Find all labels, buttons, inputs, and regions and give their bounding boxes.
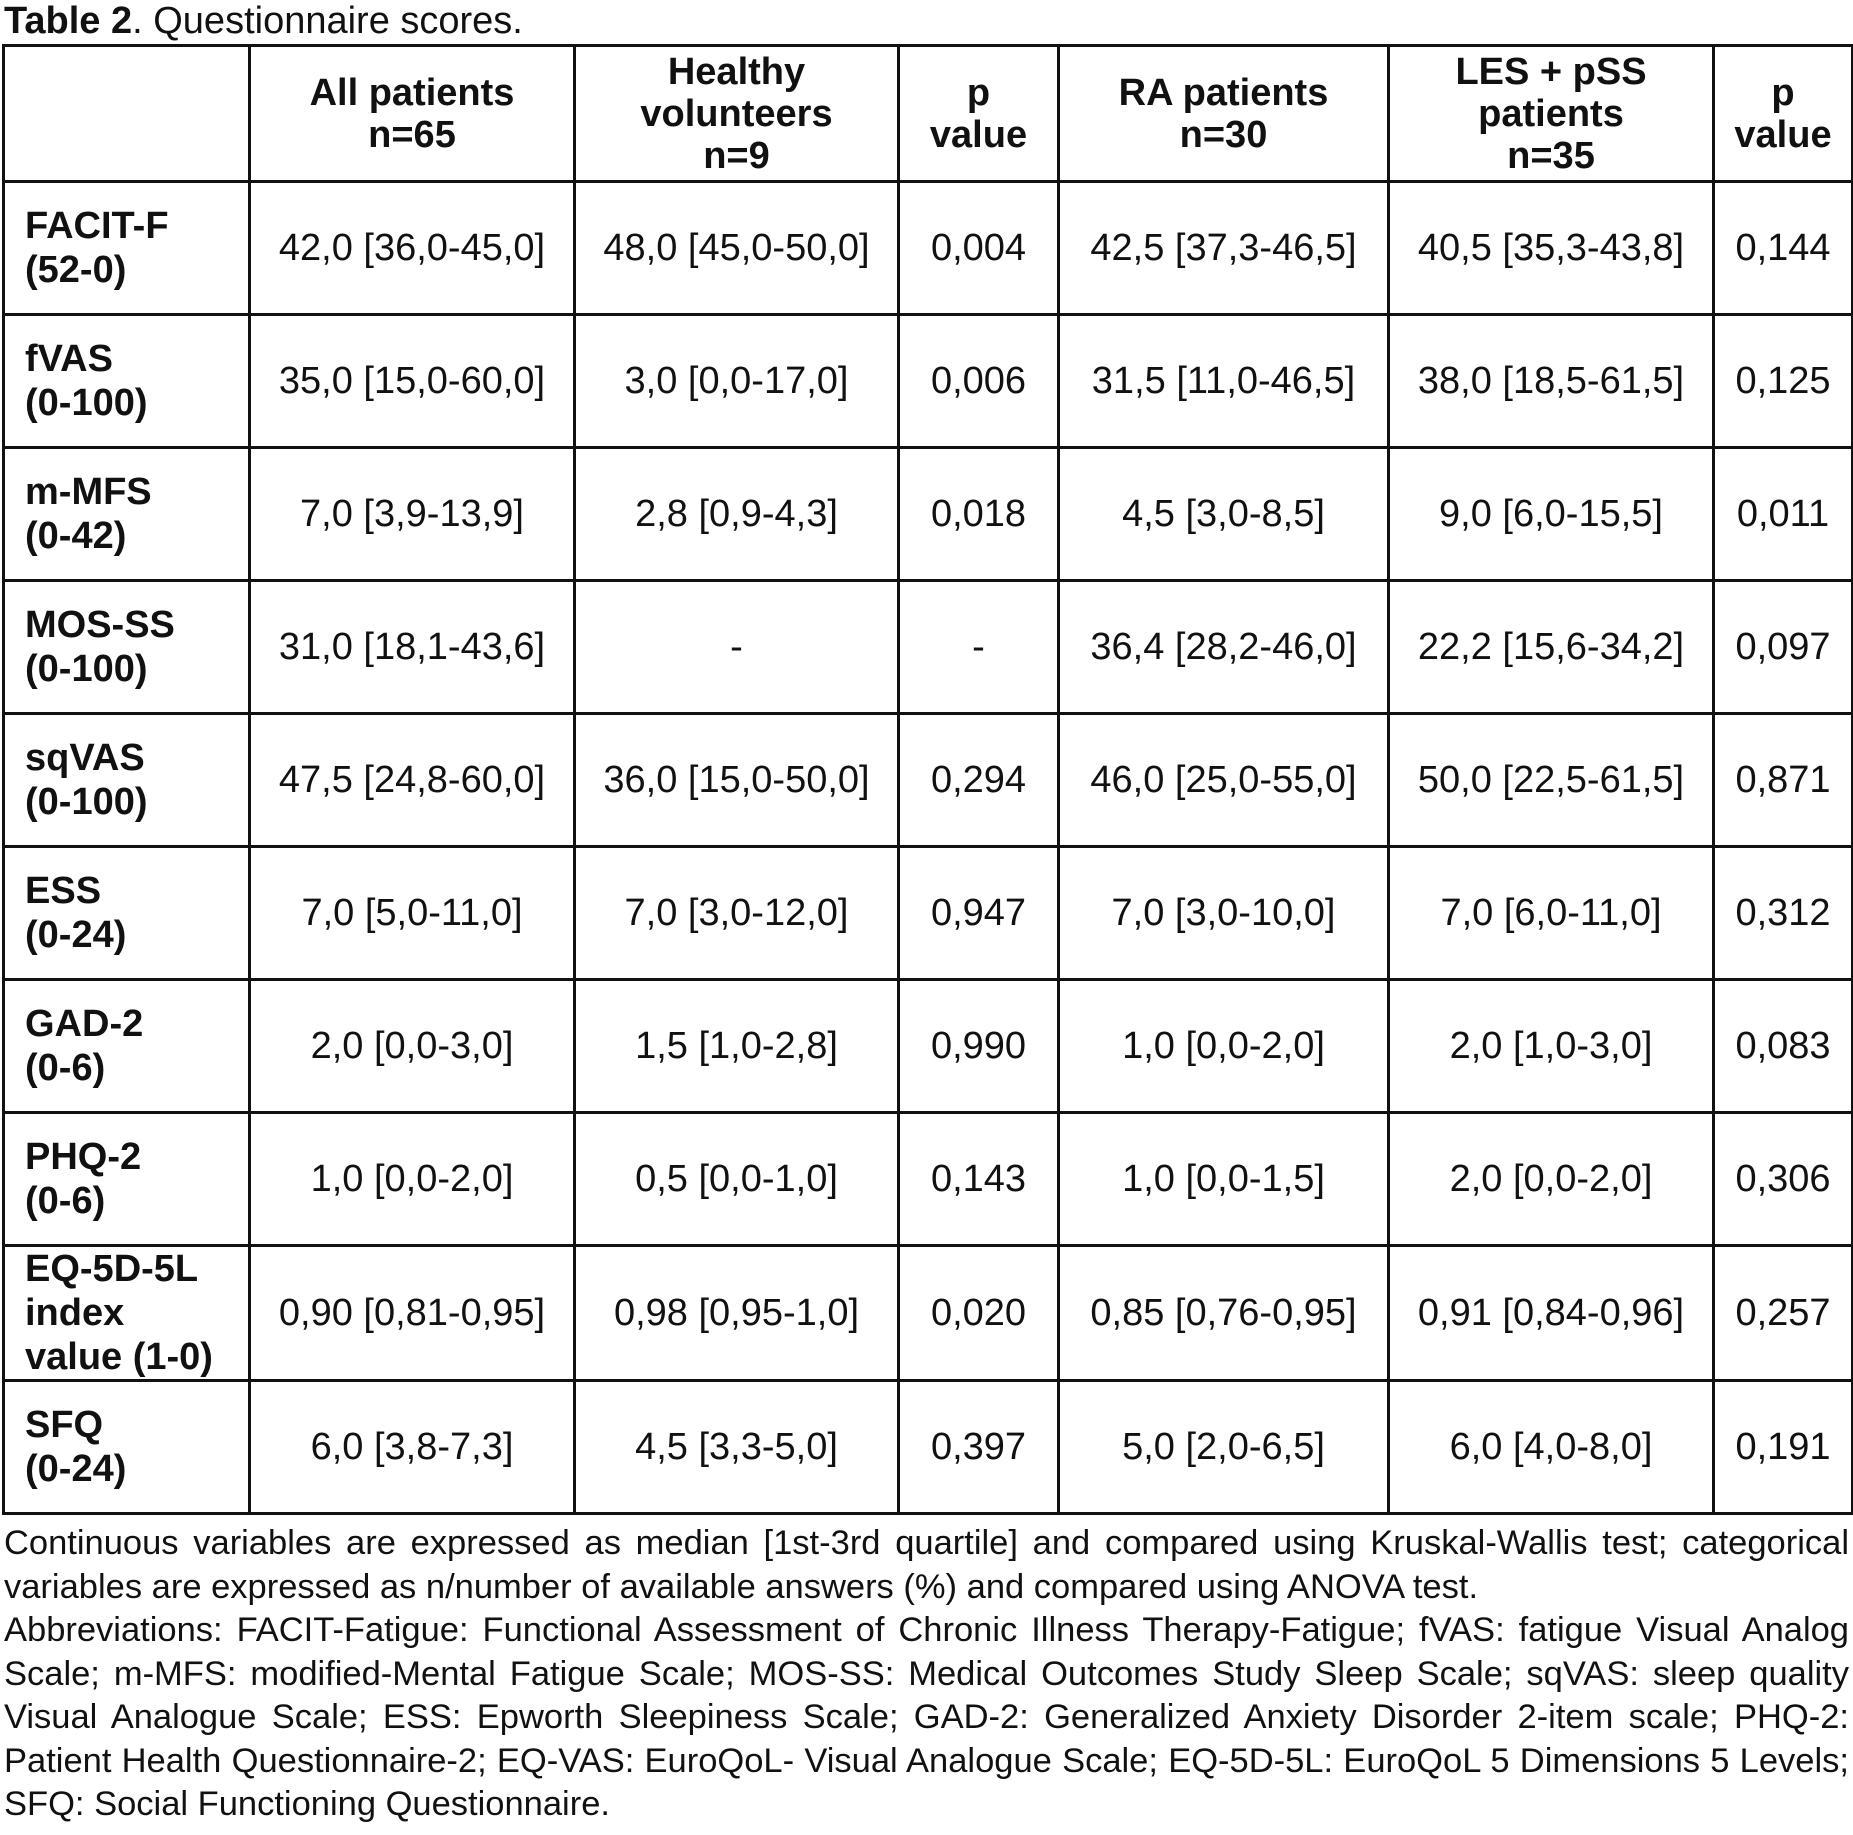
table-cell: 0,011	[1714, 448, 1853, 581]
table-cell: 22,2 [15,6-34,2]	[1389, 581, 1714, 714]
table-cell: 0,312	[1714, 847, 1853, 980]
header-line: n=35	[1507, 134, 1595, 177]
table-row	[4, 1246, 1853, 1381]
table-cell: 0,990	[899, 980, 1059, 1113]
table-cell: 0,257	[1714, 1246, 1853, 1381]
row-label-line: (0-6)	[25, 1180, 106, 1222]
table-cell: 5,0 [2,0-6,5]	[1059, 1381, 1389, 1514]
table-cell: 9,0 [6,0-15,5]	[1389, 448, 1714, 581]
row-label-line: (0-100)	[25, 648, 148, 690]
table-row	[4, 714, 1853, 847]
table-cell: 0,006	[899, 315, 1059, 448]
row-label-line: (0-24)	[25, 1448, 127, 1490]
table-cell: 0,018	[899, 448, 1059, 581]
header-line: volunteers	[640, 92, 833, 135]
row-label-line: (0-42)	[25, 515, 127, 557]
table-cell: 1,0 [0,0-2,0]	[250, 1113, 575, 1246]
questionnaire-scores-table	[2, 44, 1853, 1515]
table-cell: 31,0 [18,1-43,6]	[250, 581, 575, 714]
row-label-line: (0-100)	[25, 781, 148, 823]
row-label-line: GAD-2	[25, 1003, 144, 1045]
table-cell: 4,5 [3,0-8,5]	[1059, 448, 1389, 581]
table-row	[4, 581, 1853, 714]
table-cell: 0,004	[899, 182, 1059, 315]
table-cell: 31,5 [11,0-46,5]	[1059, 315, 1389, 448]
row-label	[4, 182, 250, 315]
table-cell: 36,0 [15,0-50,0]	[575, 714, 899, 847]
header-line: Healthy	[667, 50, 806, 93]
table-cell: 2,0 [0,0-2,0]	[1389, 1113, 1714, 1246]
header-cell	[899, 46, 1059, 182]
row-label-line: EQ-5D-5L	[25, 1248, 199, 1290]
footnote-abbreviations: Abbreviations: FACIT-Fatigue: Functional Assessment of Chronic Illness Therapy-Fatigue; fVAS: fatigue Visual Analog Scale; m-MFS: modified-Mental Fatigue Scale; MOS-SS: Medical Outcomes Study Sleep Scale; sqVAS: sleep quality Visual Analogue Scale; ESS: Epworth Sleepiness Scale; GAD-2: Generalized Anxiety Disorder 2-item scale; PHQ-2: Patient Health Questionnaire-2; EQ-VAS: EuroQoL- Visual Analogue Scale; EQ-5D-5L: EuroQoL 5 Dimensions 5 Levels; SFQ: Social Functioning Questionnaire.	[4, 1611, 1849, 1823]
table-row	[4, 448, 1853, 581]
row-label-line: SFQ	[25, 1404, 104, 1446]
row-label-line: (0-100)	[25, 382, 148, 424]
table-cell: 0,020	[899, 1246, 1059, 1381]
table-cell: 6,0 [3,8-7,3]	[250, 1381, 575, 1514]
header-line: n=65	[368, 113, 456, 156]
table-cell: 0,125	[1714, 315, 1853, 448]
header-line: n=9	[703, 134, 770, 177]
row-label-line: index	[25, 1292, 125, 1334]
table-cell: 0,097	[1714, 581, 1853, 714]
header-cell-empty	[4, 46, 250, 182]
row-label-line: MOS-SS	[25, 604, 175, 646]
row-label	[4, 1381, 250, 1514]
table-cell: 0,5 [0,0-1,0]	[575, 1113, 899, 1246]
table-cell: 0,871	[1714, 714, 1853, 847]
table-cell: 47,5 [24,8-60,0]	[250, 714, 575, 847]
row-label	[4, 847, 250, 980]
table-cell: 6,0 [4,0-8,0]	[1389, 1381, 1714, 1514]
table-cell: 50,0 [22,5-61,5]	[1389, 714, 1714, 847]
header-line: p	[1771, 71, 1795, 114]
table-cell: 0,90 [0,81-0,95]	[250, 1246, 575, 1381]
table-cell: 42,0 [36,0-45,0]	[250, 182, 575, 315]
table-row	[4, 315, 1853, 448]
table-body	[4, 182, 1853, 1514]
table-cell: 2,0 [1,0-3,0]	[1389, 980, 1714, 1113]
row-label-line: (0-6)	[25, 1047, 106, 1089]
row-label-line: (0-24)	[25, 914, 127, 956]
table-row	[4, 1381, 1853, 1514]
row-label	[4, 1246, 250, 1381]
table-cell: 42,5 [37,3-46,5]	[1059, 182, 1389, 315]
table-cell: 0,306	[1714, 1113, 1853, 1246]
row-label-line: FACIT-F	[25, 205, 169, 247]
table-cell: 1,0 [0,0-2,0]	[1059, 980, 1389, 1113]
table-cell: 36,4 [28,2-46,0]	[1059, 581, 1389, 714]
table-cell: 0,144	[1714, 182, 1853, 315]
table-cell: -	[575, 581, 899, 714]
table-cell: 7,0 [5,0-11,0]	[250, 847, 575, 980]
table-cell: 0,083	[1714, 980, 1853, 1113]
table-cell: 2,0 [0,0-3,0]	[250, 980, 575, 1113]
header-cell	[1389, 46, 1714, 182]
row-label-line: sqVAS	[25, 737, 145, 779]
row-label	[4, 581, 250, 714]
header-line: p	[966, 71, 991, 114]
row-label-line: (52-0)	[25, 249, 127, 291]
row-label-line: PHQ-2	[25, 1136, 142, 1178]
header-line: value	[1734, 113, 1832, 156]
table-row	[4, 1113, 1853, 1246]
table-cell: 0,947	[899, 847, 1059, 980]
table-cell: 1,5 [1,0-2,8]	[575, 980, 899, 1113]
header-line: RA patients	[1118, 71, 1329, 114]
row-label-line: fVAS	[25, 338, 113, 380]
row-label	[4, 1113, 250, 1246]
table-cell: 1,0 [0,0-1,5]	[1059, 1113, 1389, 1246]
footnote-method: Continuous variables are expressed as median [1st-3rd quartile] and compared using Kruskal-Wallis test; categorical variables are expressed as n/number of available answers (%) and compared using ANOVA test.	[4, 1524, 1849, 1606]
row-label	[4, 980, 250, 1113]
table-cell: 2,8 [0,9-4,3]	[575, 448, 899, 581]
table-cell: 0,191	[1714, 1381, 1853, 1514]
header-line: All patients	[309, 71, 515, 114]
table-row	[4, 980, 1853, 1113]
table-cell: 0,91 [0,84-0,96]	[1389, 1246, 1714, 1381]
table-footnotes	[4, 1522, 1849, 1827]
table-cell: 7,0 [6,0-11,0]	[1389, 847, 1714, 980]
table-cell: 4,5 [3,3-5,0]	[575, 1381, 899, 1514]
header-cell	[575, 46, 899, 182]
header-line: LES + pSS	[1455, 50, 1647, 93]
header-cell	[1714, 46, 1853, 182]
table-cell: -	[899, 581, 1059, 714]
table-caption-label: Table 2	[4, 0, 133, 42]
table-cell: 7,0 [3,0-10,0]	[1059, 847, 1389, 980]
row-label-line: ESS	[25, 870, 102, 912]
header-line: n=30	[1179, 113, 1268, 156]
header-line: patients	[1478, 92, 1624, 135]
table-cell: 7,0 [3,9-13,9]	[250, 448, 575, 581]
table-row	[4, 847, 1853, 980]
table-cell: 40,5 [35,3-43,8]	[1389, 182, 1714, 315]
table-cell: 7,0 [3,0-12,0]	[575, 847, 899, 980]
table-cell: 0,294	[899, 714, 1059, 847]
table-cell: 38,0 [18,5-61,5]	[1389, 315, 1714, 448]
row-label-line: m-MFS	[25, 471, 152, 513]
row-label-line: value (1-0)	[25, 1336, 213, 1378]
table-cell: 48,0 [45,0-50,0]	[575, 182, 899, 315]
row-label	[4, 315, 250, 448]
table-cell: 0,98 [0,95-1,0]	[575, 1246, 899, 1381]
table-cell: 0,85 [0,76-0,95]	[1059, 1246, 1389, 1381]
table-caption-text: . Questionnaire scores.	[132, 0, 523, 42]
row-label	[4, 714, 250, 847]
row-label	[4, 448, 250, 581]
header-line: value	[929, 113, 1028, 156]
header-cell	[250, 46, 575, 182]
table-header-row	[4, 46, 1853, 182]
table-cell: 0,397	[899, 1381, 1059, 1514]
table-caption	[4, 0, 523, 42]
table-cell: 3,0 [0,0-17,0]	[575, 315, 899, 448]
table-cell: 0,143	[899, 1113, 1059, 1246]
table-cell: 46,0 [25,0-55,0]	[1059, 714, 1389, 847]
header-cell	[1059, 46, 1389, 182]
table-row	[4, 182, 1853, 315]
table-cell: 35,0 [15,0-60,0]	[250, 315, 575, 448]
